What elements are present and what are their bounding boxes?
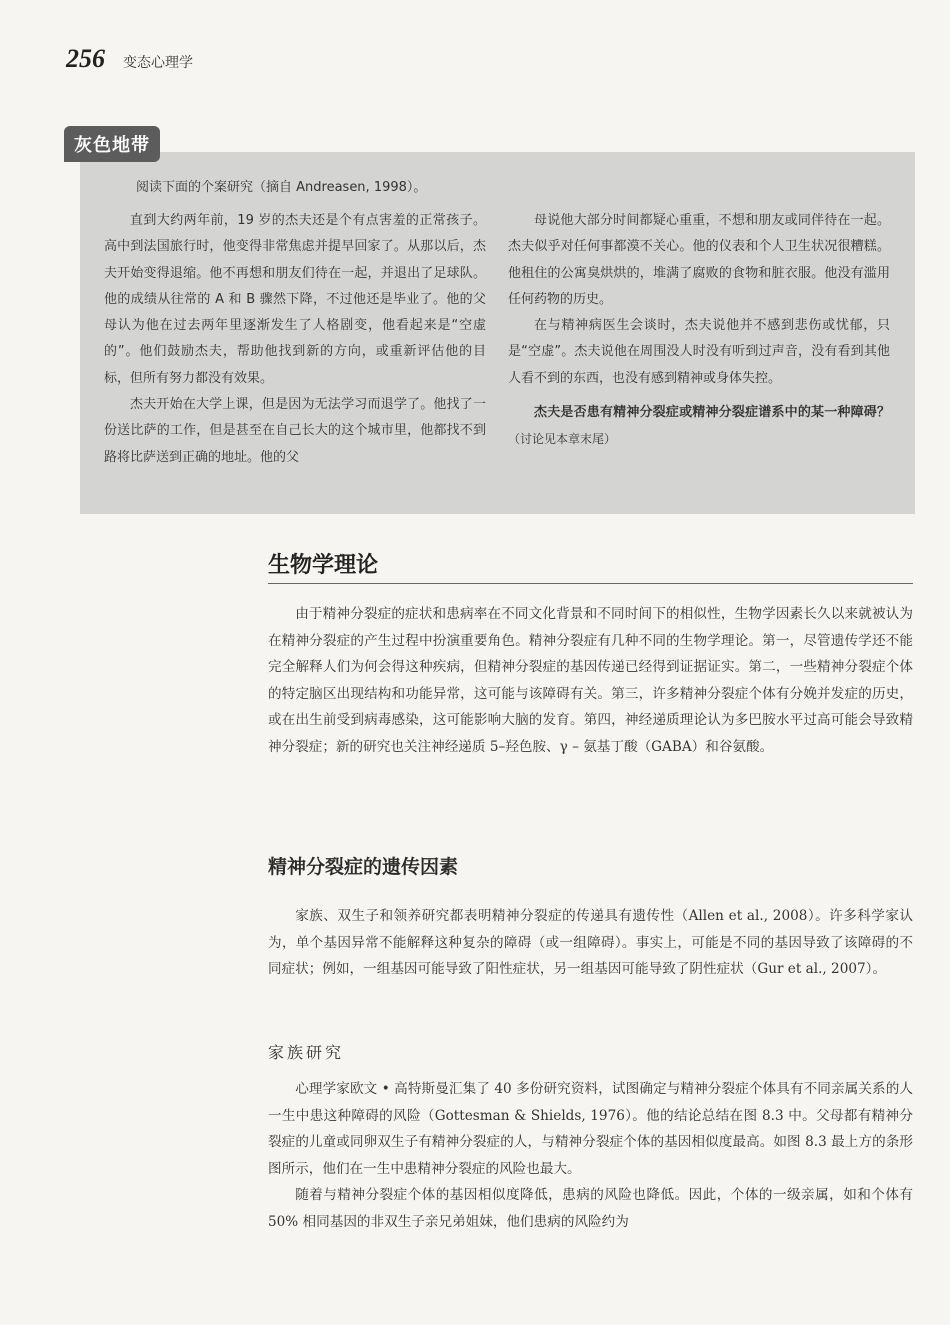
box-paragraph: 在与精神病医生会谈时，杰夫说他并不感到悲伤或忧郁，只是“空虚”。杰夫说他在周围没人时没有听到过声音，没有看到其他人看不到的东西，也没有感到精神或身体失控。 <box>508 318 890 386</box>
book-title: 变态心理学 <box>123 55 193 71</box>
section-heading-biology: 生物学理论 <box>268 548 913 584</box>
box-tag: 灰色地带 <box>64 126 160 162</box>
box-question-text: 杰夫是否患有精神分裂症或精神分裂症谱系中的某一种障碍？ <box>534 405 890 421</box>
body-paragraph: 家族、双生子和领养研究都表明精神分裂症的传递具有遗传性（Allen et al., 2008）。许多科学家认为，单个基因异常不能解释这种复杂的障碍（或一组障碍）。事实上，可能是不同的基因导致了该障碍的不同症状；例如，一组基因可能导致了阳性症状，另一组基因可能导致了阴性症状（Gur et al., 2007）。 <box>268 908 913 977</box>
body-paragraph: 由于精神分裂症的症状和患病率在不同文化背景和不同时间下的相似性，生物学因素长久以来就被认为在精神分裂症的产生过程中扮演重要角色。精神分裂症有几种不同的生物学理论。第一，尽管遗传学还不能完全解释人们为何会得这种疾病，但精神分裂症的基因传递已经得到证据证实。第二，一些精神分裂症个体的特定脑区出现结构和功能异常，这可能与该障碍有关。第三，许多精神分裂症个体有分娩并发症的历史，或在出生前受到病毒感染，这可能影响大脑的发育。第四，神经递质理论认为多巴胺水平过高可能会导致精神分裂症；新的研究也关注神经递质 5–羟色胺、γ – 氨基丁酸（GABA）和谷氨酸。 <box>268 606 913 755</box>
section-body-biology <box>268 601 913 760</box>
section-heading-family-studies: 家族研究 <box>268 1043 345 1062</box>
section-body-genetics <box>268 903 913 983</box>
box-paragraph: 直到大约两年前，19 岁的杰夫还是个有点害羞的正常孩子。高中到法国旅行时，他变得非常焦虑并提早回家了。从那以后，杰夫开始变得退缩。他不再想和朋友们待在一起，并退出了足球队。他的成绩从往常的 A 和 B 骤然下降，不过他还是毕业了。他的父母认为他在过去两年里逐渐发生了人格剧变，他看起来是“空虚的”。他们鼓励杰夫，帮助他找到新的方向，或重新评估他的目标，但所有努力都没有效果。 <box>104 213 486 386</box>
box-right-column <box>508 208 890 454</box>
section-body-family-studies <box>268 1076 913 1235</box>
box-left-column <box>104 208 486 471</box>
body-paragraph: 心理学家欧文 • 高特斯曼汇集了 40 多份研究资料，试图确定与精神分裂症个体具有不同亲属关系的人一生中患这种障碍的风险（Gottesman & Shields, 1976）。他的结论总结在图 8.3 中。父母都有精神分裂症的儿童或同卵双生子有精神分裂症的人，与精神分裂症个体的基因相似度最高。如图 8.3 最上方的条形图所示，他们在一生中患精神分裂症的风险也最大。 <box>268 1081 913 1177</box>
box-paragraph: 母说他大部分时间都疑心重重，不想和朋友或同伴待在一起。杰夫似乎对任何事都漠不关心。他的仪表和个人卫生状况很糟糕。他租住的公寓臭烘烘的，堆满了腐败的食物和脏衣服。他没有滥用任何药物的历史。 <box>508 213 890 307</box>
box-intro: 阅读下面的个案研究（摘自 Andreasen, 1998）。 <box>136 180 427 195</box>
page-number: 256 <box>66 44 105 73</box>
page-header <box>66 44 193 74</box>
box-paragraph: 杰夫开始在大学上课，但是因为无法学习而退学了。他找了一份送比萨的工作，但是甚至在自己长大的这个城市里，他都找不到路将比萨送到正确的地址。他的父 <box>104 397 486 465</box>
box-question-note: （讨论见本章末尾） <box>508 432 617 447</box>
section-heading-genetics: 精神分裂症的遗传因素 <box>268 856 459 878</box>
body-paragraph: 随着与精神分裂症个体的基因相似度降低，患病的风险也降低。因此，个体的一级亲属，如和个体有 50% 相同基因的非双生子亲兄弟姐妹，他们患病的风险约为 <box>268 1187 913 1230</box>
box-question <box>508 400 890 454</box>
